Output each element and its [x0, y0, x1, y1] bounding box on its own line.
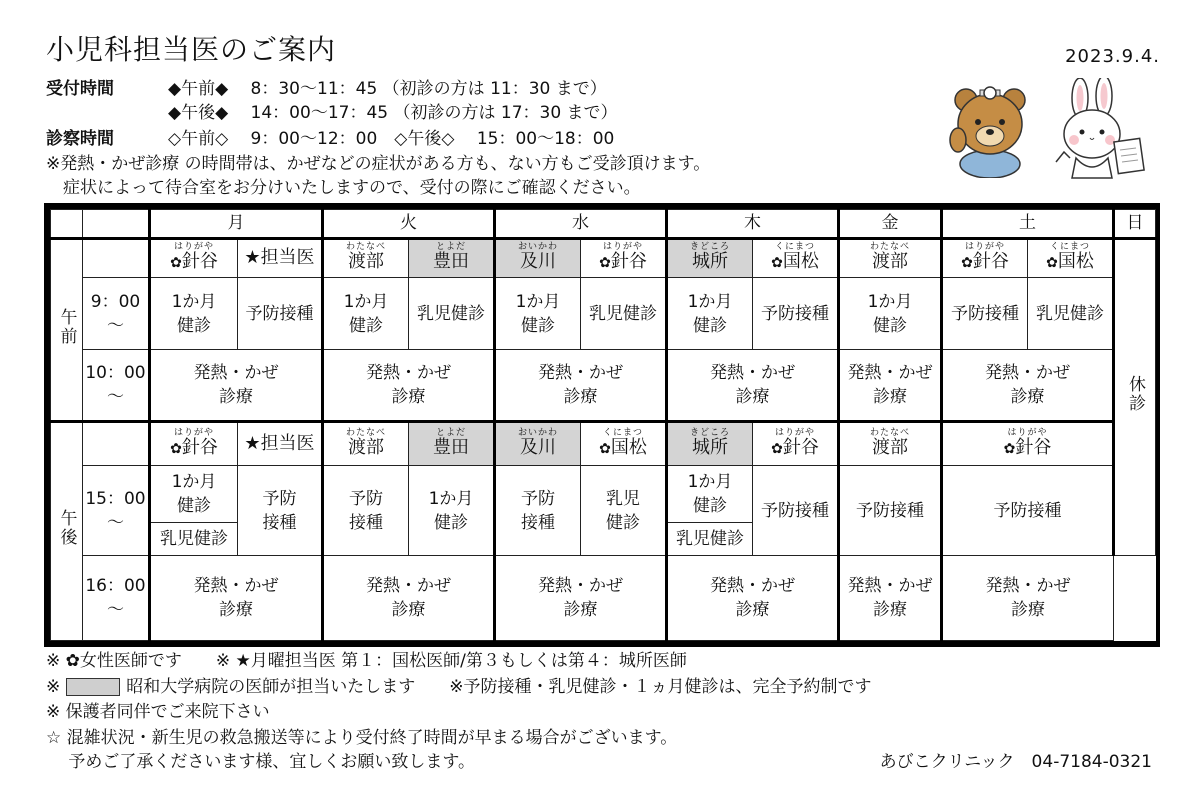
fever-cell: 発熱・かぜ 診療 [667, 556, 839, 641]
service-cell: 乳児健診 [667, 523, 753, 556]
pm-session-cell [51, 422, 83, 641]
service-cell: 予防接種 [839, 465, 942, 556]
legend-showa: 昭和大学病院の医師が担当いたします ※予防接種・乳児健診・１ヵ月健診は、完全予約制です [126, 677, 872, 697]
legend-gray-swatch [66, 678, 120, 696]
reception-am: ◆午前◆ 8：30～11：45 （初診の方は 11：30 まで） [168, 79, 607, 99]
consultation-hours: ◇午前◇ 9：00～12：00 ◇午後◇ 15：00～18：00 [168, 129, 615, 149]
legend-showa-row [46, 676, 872, 698]
am-doctor-cell: はりがや ✿針谷 [581, 238, 667, 277]
time-pm2: 16：00 ～ [83, 556, 150, 641]
day-fri: 金 [839, 210, 942, 239]
service-cell: 予防接種 [753, 465, 839, 556]
service-cell: 乳児健診 [150, 523, 238, 556]
day-thu: 木 [667, 210, 839, 239]
pm-doctor-cell: はりがや ✿針谷 [753, 422, 839, 465]
pm-doctor-cell: わたなべ 渡部 [839, 422, 942, 465]
fever-cell: 発熱・かぜ 診療 [150, 350, 323, 422]
legend-notice-1: ☆ 混雑状況・新生児の救急搬送等により受付終了時間が早まる場合がございます。 [46, 728, 678, 748]
fever-cell: 発熱・かぜ 診療 [839, 350, 942, 422]
fever-cell: 発熱・かぜ 診療 [323, 556, 495, 641]
pm-doctor-cell: わたなべ 渡部 [323, 422, 409, 465]
service-cell: 乳児健診 [1028, 278, 1114, 350]
pm-doctor-cell: くにまつ ✿国松 [581, 422, 667, 465]
am-doctor-cell: はりがや ✿針谷 [942, 238, 1028, 277]
am-doctor-cell: ★担当医 [238, 238, 323, 277]
page-title: 小児科担当医のご案内 [46, 33, 337, 66]
reception-pm: ◆午後◆ 14：00～17：45 （初診の方は 17：30 まで） [168, 103, 618, 123]
service-cell: 乳児健診 [581, 278, 667, 350]
service-cell: 1か月 健診 [323, 278, 409, 350]
time-pm1: 15：00 ～ [83, 465, 150, 556]
fever-cell: 発熱・かぜ 診療 [323, 350, 495, 422]
am-doctor-cell: くにまつ ✿国松 [1028, 238, 1114, 277]
am-session-cell [51, 238, 83, 422]
rabbit-nurse-illustration [1050, 78, 1150, 180]
schedule-table [44, 203, 1160, 647]
pm-doctor-cell: はりがや ✿針谷 [150, 422, 238, 465]
service-cell: 1か月 健診 [667, 278, 753, 350]
service-cell: 1か月 健診 [150, 465, 238, 523]
pm-doctor-time-cell [83, 422, 150, 465]
day-sun: 日 [1114, 210, 1156, 239]
service-cell: 1か月 健診 [409, 465, 495, 556]
am-doctor-cell-showa: おいかわ 及川 [495, 238, 581, 277]
legend-female-doctor: ※ ✿女性医師です ※ ★月曜担当医 第１：国松医師/第３もしくは第４：城所医師 [46, 651, 687, 671]
service-cell: 1か月 健診 [495, 278, 581, 350]
legend-guardian: ※ 保護者同伴でご来院下さい [46, 702, 270, 722]
am-doctor-cell: はりがや ✿針谷 [150, 238, 238, 277]
legend-showa-prefix: ※ [46, 677, 61, 697]
pm-label: 午後 [56, 509, 77, 548]
am-doctor-cell: くにまつ ✿国松 [753, 238, 839, 277]
fever-cell: 発熱・かぜ 診療 [667, 350, 839, 422]
service-cell: 予防接種 [942, 278, 1028, 350]
service-cell: 予防 接種 [495, 465, 581, 556]
am-label: 午前 [56, 307, 77, 346]
day-wed: 水 [495, 210, 667, 239]
corner-cell [83, 210, 150, 239]
service-cell: 予防 接種 [238, 465, 323, 556]
corner-cell [51, 210, 83, 239]
service-cell: 1か月 健診 [667, 465, 753, 523]
issue-date: 2023.9.4. [1065, 46, 1160, 67]
service-cell: 予防 接種 [323, 465, 409, 556]
note-fever: ※発熱・かぜ診療 の時間帯は、かぜなどの症状がある方も、ない方もご受診頂けます。 [46, 154, 711, 174]
fever-cell: 発熱・かぜ 診療 [495, 556, 667, 641]
service-cell: 予防接種 [753, 278, 839, 350]
fever-cell: 発熱・かぜ 診療 [150, 556, 323, 641]
reception-label: 受付時間 [46, 79, 114, 99]
day-tue: 火 [323, 210, 495, 239]
am-doctor-cell-showa: とよだ 豊田 [409, 238, 495, 277]
time-am2: 10：00 ～ [83, 350, 150, 422]
fever-cell: 発熱・かぜ 診療 [942, 350, 1114, 422]
note-waiting-room: 症状によって待合室をお分けいたしますので、受付の際にご確認ください。 [46, 178, 641, 198]
service-cell: 予防接種 [238, 278, 323, 350]
closed-label: 休診 [1125, 375, 1145, 414]
pm-doctor-cell: ★担当医 [238, 422, 323, 465]
clinic-contact: あびこクリニック 04-7184-0321 [879, 752, 1152, 772]
am-doctor-time-cell [83, 238, 150, 277]
service-cell: 1か月 健診 [150, 278, 238, 350]
am-doctor-cell-showa: きどころ 城所 [667, 238, 753, 277]
service-cell: 1か月 健診 [839, 278, 942, 350]
fever-cell: 発熱・かぜ 診療 [942, 556, 1114, 641]
day-sat: 土 [942, 210, 1114, 239]
pm-doctor-cell-showa: おいかわ 及川 [495, 422, 581, 465]
service-cell: 乳児健診 [409, 278, 495, 350]
sunday-closed-cell [1114, 238, 1156, 556]
fever-cell: 発熱・かぜ 診療 [495, 350, 667, 422]
time-am1: 9：00 ～ [83, 278, 150, 350]
pm-doctor-cell-showa: とよだ 豊田 [409, 422, 495, 465]
pm-doctor-cell-showa: きどころ 城所 [667, 422, 753, 465]
bear-doctor-illustration [944, 78, 1036, 178]
am-doctor-cell: わたなべ 渡部 [839, 238, 942, 277]
service-cell: 予防接種 [942, 465, 1114, 556]
pm-doctor-cell: はりがや ✿針谷 [942, 422, 1114, 465]
service-cell: 乳児 健診 [581, 465, 667, 556]
legend-notice-2: 予めご了承くださいます様、宜しくお願い致します。 [46, 752, 476, 772]
am-doctor-cell: わたなべ 渡部 [323, 238, 409, 277]
consultation-label: 診察時間 [46, 129, 114, 149]
day-mon: 月 [150, 210, 323, 239]
fever-cell: 発熱・かぜ 診療 [839, 556, 942, 641]
